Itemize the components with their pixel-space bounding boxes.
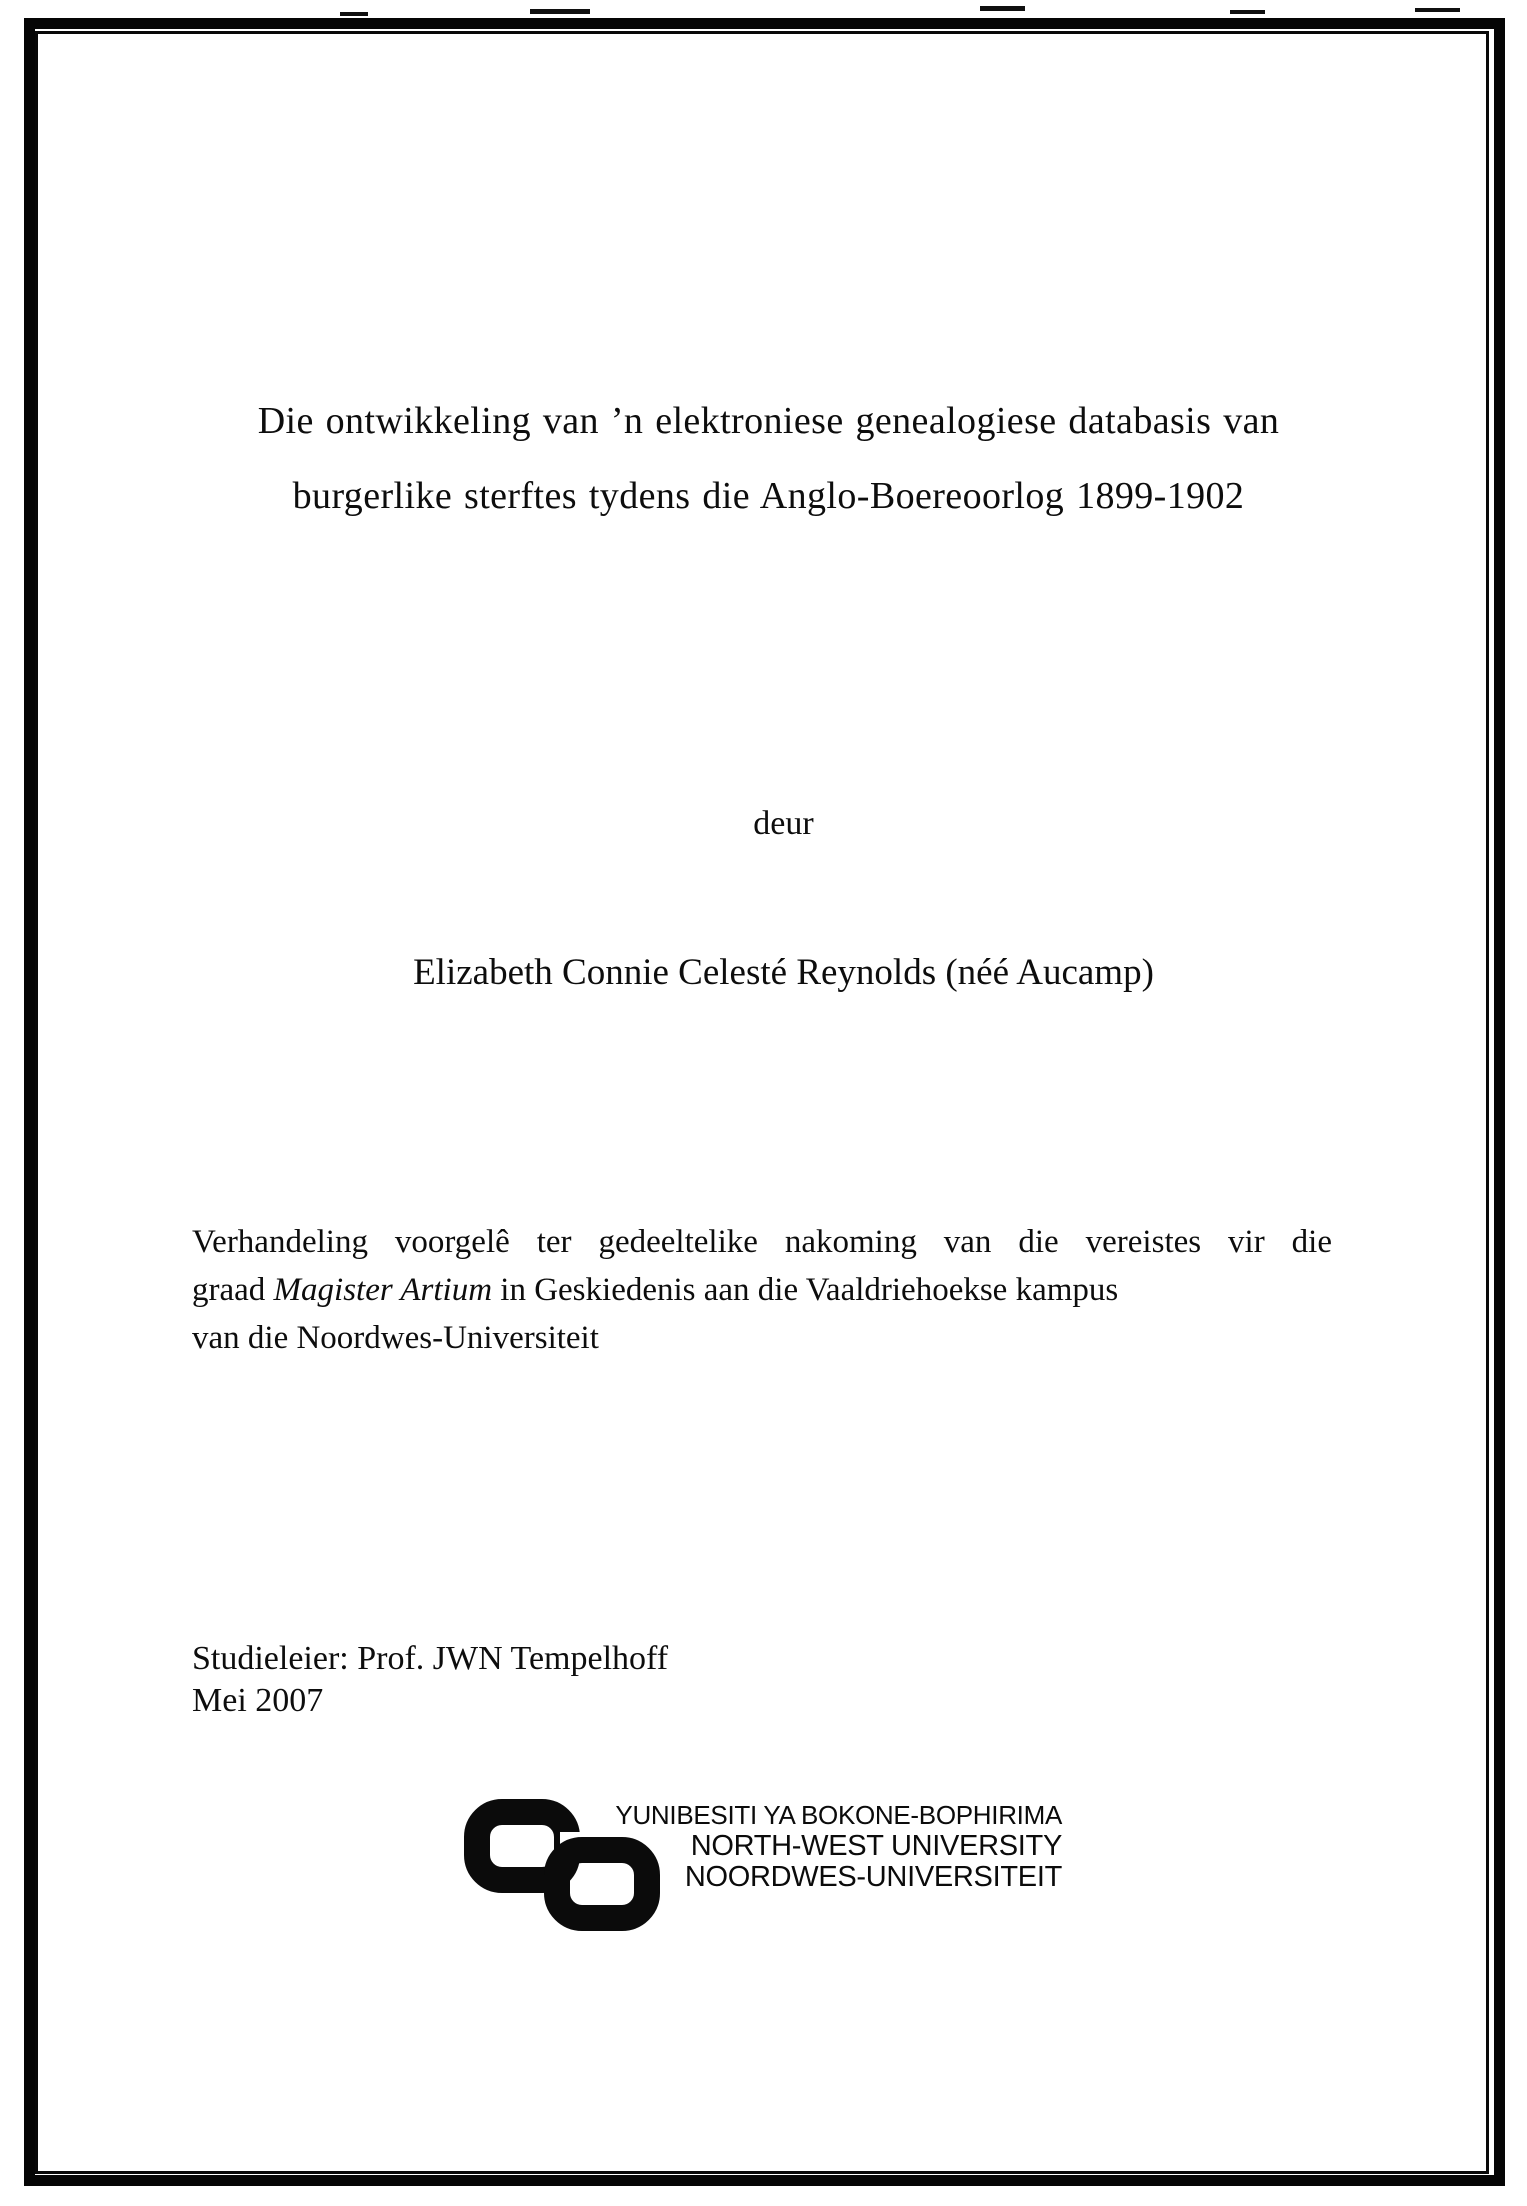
byline-label: deur bbox=[753, 805, 814, 842]
thesis-title-line2: burgerlike sterftes tydens die Anglo-Boereoorlog 1899-1902 bbox=[292, 475, 1245, 517]
declaration-line3: van die Noordwes-Universiteit bbox=[192, 1320, 599, 1356]
logo-line-setswana: YUNIBESITI YA BOKONE-BOPHIRIMA bbox=[615, 1800, 1062, 1830]
declaration-line2-post: in Geskiedenis aan die Vaaldriehoekse kampus bbox=[492, 1272, 1119, 1308]
logo-line-english: NORTH-WEST UNIVERSITY bbox=[690, 1830, 1062, 1862]
author-name: Elizabeth Connie Celesté Reynolds (néé Aucamp) bbox=[413, 952, 1154, 993]
declaration-line2-pre: graad bbox=[192, 1272, 274, 1308]
scan-artifact bbox=[1230, 10, 1265, 14]
declaration-paragraph bbox=[192, 1218, 1332, 1362]
university-logo-text bbox=[585, 1800, 1062, 1893]
scan-artifact bbox=[530, 9, 590, 14]
thesis-title bbox=[95, 384, 1442, 534]
thesis-title-line1: Die ontwikkeling van ’n elektroniese genealogiese databasis van bbox=[257, 400, 1280, 442]
declaration-line2 bbox=[192, 1266, 1332, 1314]
logo-line-afrikaans: NOORDWES-UNIVERSITEIT bbox=[684, 1861, 1062, 1893]
declaration-line1: Verhandeling voorgelê ter gedeeltelike nakoming van die vereistes vir die bbox=[192, 1224, 1332, 1260]
scan-artifact bbox=[980, 6, 1025, 11]
scan-artifact bbox=[340, 12, 368, 16]
date-line: Mei 2007 bbox=[192, 1682, 324, 1719]
degree-name: Magister Artium bbox=[273, 1272, 493, 1308]
scan-artifact bbox=[1415, 8, 1460, 12]
supervisor-line: Studieleier: Prof. JWN Tempelhoff bbox=[192, 1640, 669, 1677]
